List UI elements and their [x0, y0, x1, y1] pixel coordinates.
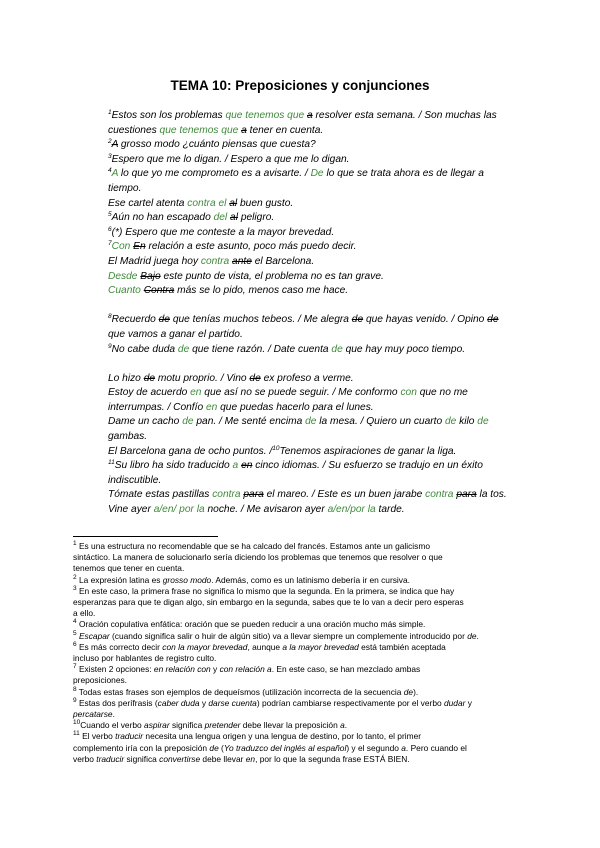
text-run: complemento iría con la preposición — [73, 742, 210, 753]
footnote-ref: 9 — [108, 342, 112, 350]
blank-line — [108, 357, 558, 372]
struck-word: a — [307, 110, 313, 121]
exercise-line — [108, 343, 558, 358]
text-run: En este caso, la primera frase no significa lo mismo que la segunda. En la primera, se indica que hay — [76, 585, 455, 596]
footnote-ref: 7 — [108, 240, 112, 248]
exercise-line — [108, 197, 558, 212]
text-run: el Barcelona. — [251, 255, 315, 267]
footnote-line — [73, 563, 545, 574]
text-run: buen gusto. — [237, 197, 294, 209]
corrected-word: de — [331, 343, 343, 355]
struck-word: Bajo — [140, 270, 161, 282]
text-run: kilo — [456, 416, 478, 428]
corrected-word: Cuanto — [108, 285, 141, 297]
corrected-word: con — [400, 387, 417, 399]
text-run: Estas dos perífrasis ( — [76, 697, 158, 708]
text-run: indiscutible. — [108, 474, 162, 486]
text-run: está también aceptada — [358, 641, 446, 652]
corrected-word: en — [190, 387, 202, 399]
corrected-word: del — [213, 212, 228, 224]
struck-word: Contra — [143, 285, 175, 297]
struck-word: En — [133, 241, 146, 253]
footnote-line — [73, 653, 545, 664]
text-run: significa — [169, 720, 205, 731]
footnote-ref: 10 — [73, 719, 81, 727]
text-run: la tos. — [476, 489, 507, 501]
footnote-ref: 2 — [73, 573, 77, 581]
footnote-line — [73, 619, 545, 630]
footnote-line — [73, 642, 545, 653]
footnote-line — [73, 664, 545, 675]
exercise-line — [108, 240, 558, 255]
text-run: el mareo. / Este es un buen jarabe — [263, 489, 426, 501]
text-run: significa — [124, 753, 160, 764]
footnote-ref: 6 — [73, 640, 77, 648]
footnote-line — [73, 687, 545, 698]
corrected-word: Desde — [108, 270, 138, 282]
text-run: relación a este asunto, poco más puedo decir. — [145, 241, 357, 253]
struck-word: al — [230, 212, 238, 224]
text-run: . En este caso, se han mezclado ambas — [271, 664, 421, 675]
text-run: este punto de vista, el problema no es tan grave. — [160, 270, 384, 282]
text-run: Recuerdo — [111, 314, 159, 326]
footnote-ref: 8 — [108, 313, 112, 321]
footnote-ref: 2 — [108, 138, 112, 146]
footnote-ref: 11 — [73, 730, 80, 738]
footnote-ref: 4 — [108, 167, 112, 175]
footnote-line — [73, 575, 545, 586]
italic-run: Yo traduzco del inglés al español — [223, 742, 347, 753]
text-run: tarde. — [375, 504, 405, 516]
text-run: (cuando significa salir o huir de algún sitio) va a llevar siempre un complemente introducido por — [109, 630, 468, 641]
text-run: y — [199, 697, 209, 708]
italic-run: a — [340, 720, 345, 731]
exercise-line — [108, 430, 558, 445]
exercise-line — [108, 459, 558, 474]
corrected-word: de — [305, 416, 317, 428]
footnote-ref: 4 — [73, 618, 77, 626]
corrected-word: de — [477, 416, 489, 428]
text-run: motu proprio. / Vino — [155, 372, 250, 384]
footnote-ref: 10 — [272, 444, 280, 452]
text-run: . Además, como es un latinismo debería ir en cursiva. — [211, 574, 410, 585]
struck-word: para — [243, 489, 264, 501]
text-run: lo que se trata ahora es de llegar a — [323, 168, 484, 180]
text-run: ) y el segundo — [346, 742, 402, 753]
footnote-ref: 1 — [73, 540, 77, 547]
footnote-line — [73, 675, 545, 686]
exercise-line — [108, 328, 558, 343]
italic-run: pretender — [204, 720, 241, 731]
text-run: cinco idiomas. / Su esfuerzo se tradujo en un éxito — [252, 460, 483, 472]
exercise-line — [108, 153, 558, 168]
text-run: Espero que me lo digan. / Espero a que me lo digan. — [111, 153, 350, 165]
struck-word: A — [111, 139, 119, 151]
footnote-ref: 7 — [73, 663, 77, 671]
corrected-word: de — [182, 416, 194, 428]
corrected-word: a — [232, 460, 239, 472]
struck-word: de — [351, 314, 364, 326]
italic-run: traducir — [96, 753, 125, 764]
italic-run: traducir — [115, 731, 144, 742]
footnote-separator — [73, 536, 218, 537]
text-run: grosso modo ¿cuánto piensas que cuesta? — [118, 139, 316, 151]
text-run: ex profeso a verme. — [260, 372, 354, 384]
footnote-ref: 5 — [108, 211, 112, 219]
italic-run: dudar — [443, 697, 466, 708]
text-run: Vine ayer — [108, 504, 154, 516]
text-run: El Madrid juega hoy — [108, 255, 201, 267]
corrected-word: contra el — [187, 197, 227, 209]
text-run: que tiene razón. / Date cuenta — [189, 343, 332, 355]
text-run: Su libro ha sido traducido — [114, 460, 233, 472]
struck-word: para — [456, 489, 477, 501]
text-run: necesita una lengua origen y una lengua de destino, por lo tanto, el primer — [143, 731, 422, 742]
italic-run: Escapar — [78, 630, 110, 641]
footnote-ref: 9 — [73, 696, 77, 704]
footnote-ref: 5 — [73, 629, 77, 637]
footnote-line — [73, 709, 545, 720]
exercise-line — [108, 124, 558, 139]
text-run: esperanzas para que te digan algo, sin embargo en la segunda, sabes que te lo van a decir pero esperas — [73, 597, 464, 608]
text-run: y — [465, 697, 472, 708]
text-run: verbo — [73, 753, 97, 764]
italic-run: aspirar — [144, 720, 170, 731]
text-run: la mesa. / Quiero un cuarto — [316, 416, 445, 428]
italic-run: en — [245, 753, 256, 764]
text-run: Cuando el verbo — [80, 720, 145, 731]
corrected-word: contra — [212, 489, 241, 501]
italic-run: en relación con — [153, 664, 211, 675]
text-run: Todas estas frases son ejemplos de dequeísmos (utilización incorrecta de la secuencia — [76, 686, 404, 697]
page-title: TEMA 10: Preposiciones y conjunciones — [170, 78, 430, 93]
footnote-ref: 6 — [108, 225, 112, 233]
corrected-word: contra — [425, 489, 454, 501]
text-run: Estoy de acuerdo — [108, 387, 191, 399]
text-run: . — [344, 720, 348, 731]
italic-run: darse cuenta — [208, 697, 257, 708]
italic-run: de — [209, 742, 219, 753]
text-run: que hay muy poco tiempo. — [342, 343, 466, 355]
italic-run: a la mayor brevedad — [282, 641, 359, 652]
text-run: preposiciones. — [73, 675, 128, 686]
text-run: lo que yo me comprometo es a avisarte. / — [118, 168, 311, 180]
text-run: La expresión latina es — [76, 574, 163, 585]
text-run: peligro. — [237, 212, 275, 224]
corrected-word: en — [205, 401, 218, 413]
text-run: que así no se puede seguir. / Me conformo — [201, 387, 401, 399]
struck-word: ante — [232, 255, 252, 267]
text-run: debe llevar — [200, 753, 246, 764]
footnote-line — [73, 631, 545, 642]
corrected-word: que tenemos que — [159, 124, 242, 136]
text-run: tenemos que tener en cuenta. — [73, 563, 185, 574]
italic-run: a — [401, 742, 406, 753]
exercise-line — [108, 167, 558, 182]
text-run: debe llevar la preposición — [240, 720, 341, 731]
exercise-line — [108, 372, 558, 387]
exercise-line — [108, 255, 558, 270]
text-run: resolver esta semana. / Son muchas las — [312, 110, 497, 121]
text-run: que tenías muchos tebeos. / Me alegra — [169, 314, 352, 326]
exercise-line — [108, 503, 558, 518]
corrected-word: De — [310, 168, 324, 180]
text-run: Oración copulativa enfática: oración que se pueden reducir a una oración mucho más simple. — [76, 619, 426, 630]
italic-run: percatarse — [73, 709, 113, 720]
footnote-line — [73, 586, 545, 597]
text-run: Existen 2 opciones: — [76, 664, 154, 675]
italic-run: caber duda — [157, 697, 200, 708]
text-run: tiempo. — [108, 182, 142, 194]
exercise-line — [108, 386, 558, 401]
exercise-line — [108, 226, 558, 241]
text-run: El verbo — [79, 731, 116, 742]
text-run: . Pero cuando el — [405, 742, 467, 753]
struck-word: de — [487, 314, 499, 326]
text-run: y — [210, 664, 220, 675]
text-run: Aún no han escapado — [111, 212, 214, 224]
struck-word: en — [241, 460, 253, 472]
text-run: Estos son los problemas — [111, 110, 226, 121]
footnote-line — [73, 698, 545, 709]
footnote-ref: 1 — [108, 109, 112, 116]
text-run: , por lo que la segunda frase ESTÁ BIEN. — [255, 753, 410, 764]
footnote-ref: 3 — [73, 584, 77, 592]
text-run: pan. / Me senté encima — [193, 416, 306, 428]
struck-word: de — [249, 372, 261, 384]
text-run: tener en cuenta. — [246, 124, 324, 136]
exercise-line — [108, 138, 558, 153]
text-run: que puedas hacerlo para el lunes. — [217, 401, 374, 413]
exercise-line — [108, 313, 558, 328]
text-run: a ello. — [73, 608, 96, 619]
text-run: (*) Espero que me conteste a la mayor brevedad. — [111, 226, 335, 238]
corrected-word: de — [177, 343, 190, 355]
text-run: Dame un cacho — [108, 416, 183, 428]
footnotes — [73, 541, 545, 765]
italic-run: grosso modo — [162, 574, 212, 585]
footnote-line — [73, 608, 545, 619]
text-run: que hayas venido. / Opino — [363, 314, 488, 326]
text-run: ( — [218, 742, 224, 753]
text-run: cuestiones — [108, 124, 160, 136]
italic-run: de — [467, 630, 477, 641]
text-run: Ese cartel atenta — [108, 197, 188, 209]
text-run: sintáctico. La manera de solucionarlo sería diciendo los problemas que tenemos que resolver o que — [73, 552, 443, 563]
exercise-line — [108, 270, 558, 285]
footnote-line — [73, 552, 545, 563]
struck-word: al — [229, 197, 238, 209]
italic-run: con relación a — [219, 664, 272, 675]
text-run: El Barcelona gana de ocho puntos. / — [108, 445, 273, 457]
text-run: Es una estructura no recomendable que se ha calcado del francés. Estamos ante un galicismo — [76, 541, 430, 551]
text-run: ). — [413, 686, 419, 697]
footnote-line — [73, 541, 545, 552]
footnote-ref: 8 — [73, 685, 77, 693]
text-run: , aunque — [247, 641, 283, 652]
text-run: ) podrían cambiarse respectivamente por el verbo — [256, 697, 444, 708]
exercise-line — [108, 182, 558, 197]
exercise-line — [108, 284, 558, 299]
text-run: Tómate estas pastillas — [108, 489, 213, 501]
text-run: Tenemos aspiraciones de ganar la liga. — [279, 445, 457, 457]
text-run: que no me — [416, 387, 468, 399]
exercise-line — [108, 109, 558, 124]
text-run: Es más correcto decir — [76, 641, 163, 652]
footnote-line — [73, 754, 545, 765]
text-run: noche. / Me avisaron ayer — [204, 504, 328, 516]
footnote-ref: 3 — [108, 152, 112, 160]
exercise-line — [108, 211, 558, 226]
text-run: No cabe duda — [111, 343, 178, 355]
footnote-line — [73, 743, 545, 754]
blank-line — [108, 299, 558, 314]
exercise-line — [108, 415, 558, 430]
exercise-body — [108, 109, 558, 518]
exercise-line — [108, 474, 558, 489]
corrected-word: A — [111, 168, 119, 180]
struck-word: a — [241, 124, 247, 136]
italic-run: con la mayor brevedad — [162, 641, 248, 652]
exercise-line — [108, 488, 558, 503]
corrected-word: Con — [111, 241, 131, 253]
text-run: gambas. — [108, 431, 148, 443]
exercise-line — [108, 401, 558, 416]
text-run: Lo hizo — [108, 372, 144, 384]
corrected-word: contra — [200, 255, 230, 267]
footnote-ref: 11 — [108, 459, 115, 467]
text-run: . — [476, 630, 479, 641]
footnote-line — [73, 597, 545, 608]
text-run: incluso por hablantes de registro culto. — [73, 653, 217, 664]
corrected-word: a/en/ por la — [153, 504, 205, 516]
text-run: interrumpas. / Confío — [108, 401, 206, 413]
text-run: que vamos a ganar el partido. — [108, 328, 243, 340]
italic-run: de — [403, 686, 414, 697]
footnote-line — [73, 731, 545, 742]
text-run: . — [112, 709, 115, 720]
struck-word: de — [158, 314, 170, 326]
struck-word: de — [143, 372, 156, 384]
footnote-line — [73, 720, 545, 731]
corrected-word: de — [444, 416, 457, 428]
exercise-line — [108, 445, 558, 460]
italic-run: convertirse — [159, 753, 201, 764]
corrected-word: a/en/por la — [327, 504, 376, 516]
corrected-word: que tenemos que — [225, 110, 308, 121]
text-run: más se lo pido, menos caso me hace. — [174, 285, 349, 297]
